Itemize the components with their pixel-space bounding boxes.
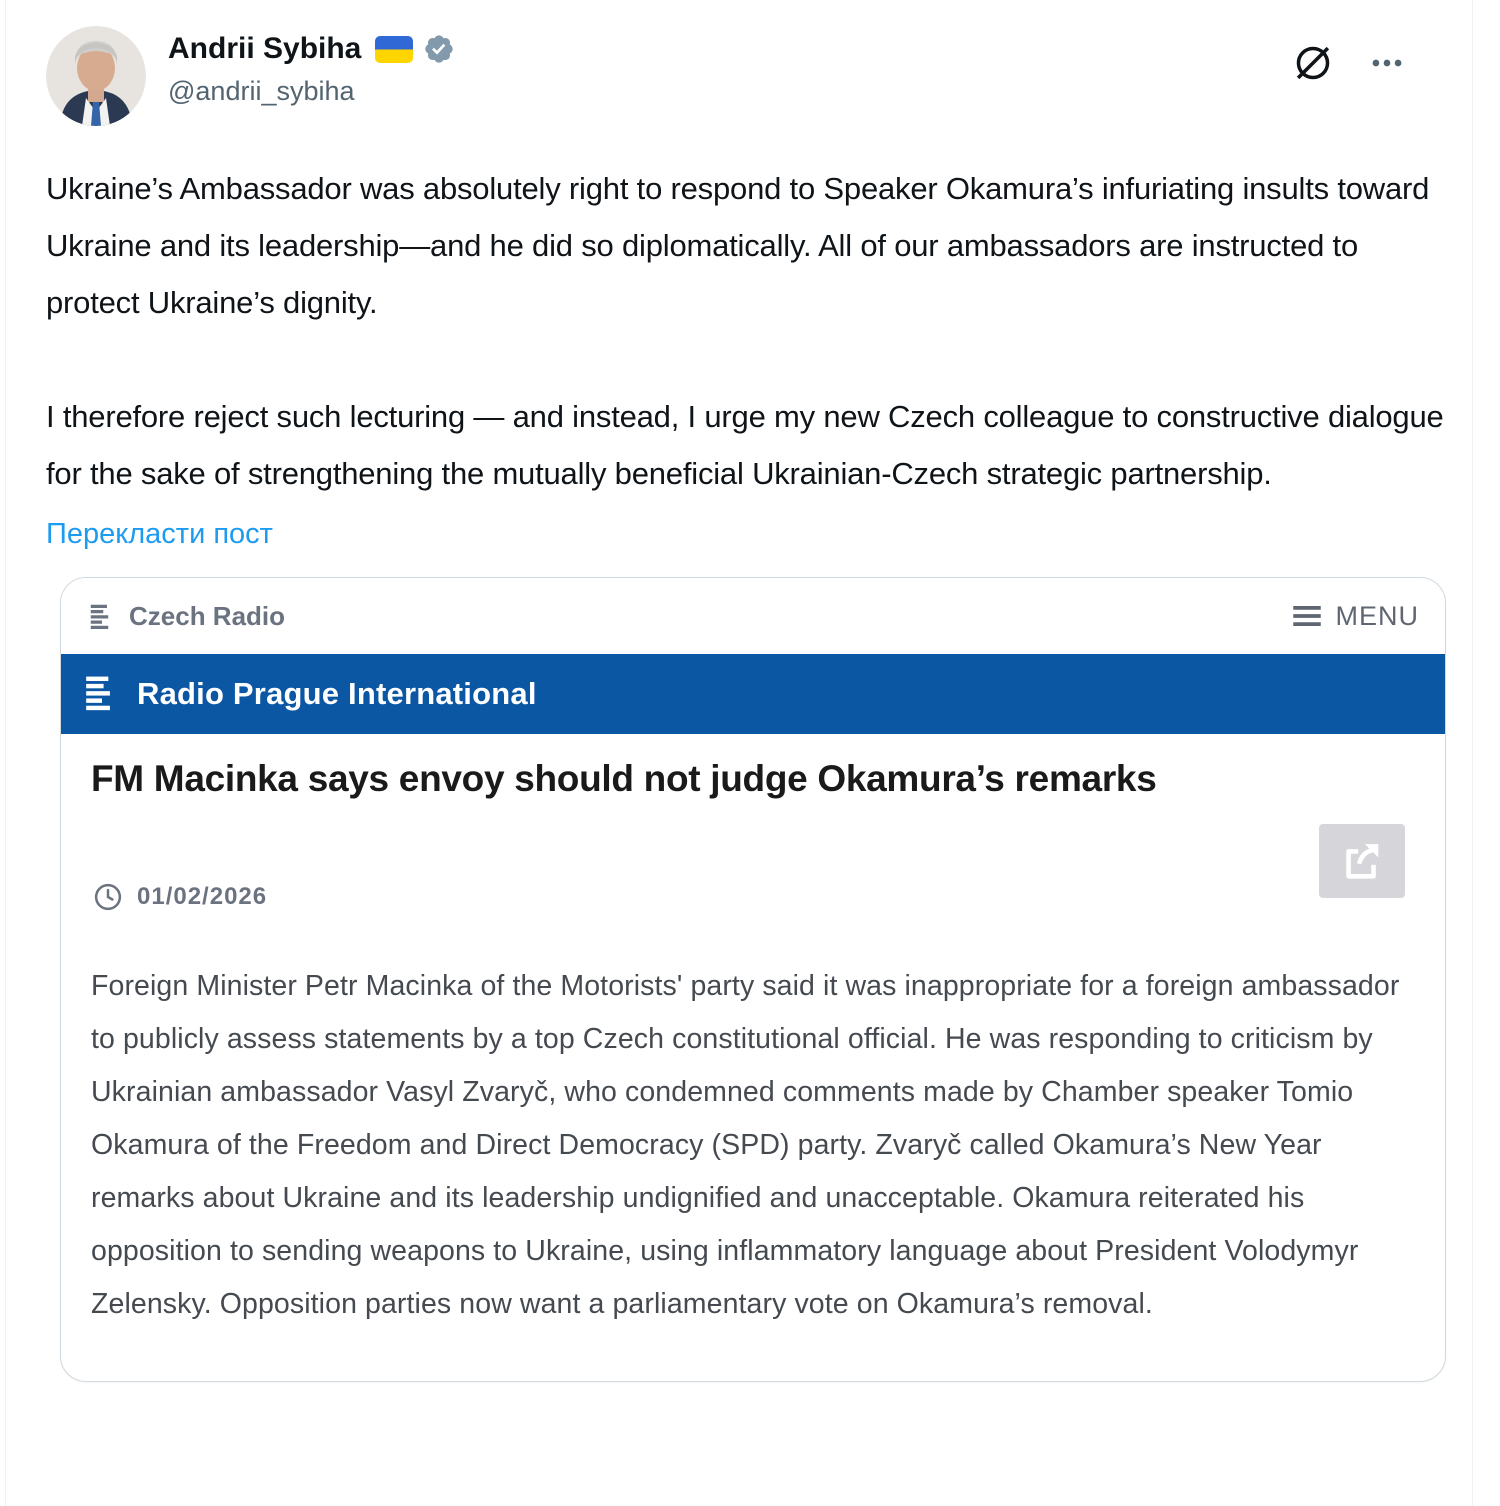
radio-prague-banner	[61, 654, 1445, 734]
tweet-post	[6, 0, 1472, 1382]
banner-title: Radio Prague International	[137, 676, 537, 711]
site-name: Czech Radio	[129, 600, 286, 631]
czech-radio-logo-white	[83, 673, 121, 715]
card-site-topbar	[61, 578, 1445, 654]
verified-badge-icon	[423, 33, 455, 65]
author-handle[interactable]: @andrii_sybiha	[168, 76, 355, 106]
grok-icon[interactable]	[1292, 42, 1334, 84]
menu-label: MENU	[1335, 600, 1419, 631]
author-name[interactable]: Andrii Sybiha	[168, 32, 362, 65]
tweet-body	[46, 160, 1446, 502]
more-menu-icon[interactable]	[1368, 44, 1406, 82]
article-meta	[91, 800, 1405, 912]
share-icon	[1339, 838, 1385, 884]
ukraine-flag-emoji	[375, 36, 413, 63]
czech-radio-logo	[87, 601, 117, 631]
timeline-column	[5, 0, 1473, 1506]
share-button[interactable]	[1319, 824, 1405, 898]
translate-post-link[interactable]: Перекласти пост	[46, 518, 273, 550]
article-date-row	[93, 882, 267, 912]
article-date: 01/02/2026	[137, 883, 268, 910]
clock-icon	[93, 882, 123, 912]
article-content	[61, 734, 1445, 1381]
tweet-header	[46, 26, 1434, 126]
site-brand[interactable]	[87, 601, 285, 632]
avatar-photo	[46, 26, 146, 126]
hamburger-menu-icon	[1292, 603, 1322, 629]
site-menu-button[interactable]	[1292, 601, 1420, 632]
tweet-header-actions	[1292, 26, 1434, 84]
tweet-paragraph: Ukraine’s Ambassador was absolutely right to respond to Speaker Okamura’s infuriating insults toward Ukraine and its leadership—and he did so diplomatically. All of our ambassadors are instructed to protect Ukraine’s dignity.	[46, 171, 1430, 320]
avatar[interactable]	[46, 26, 146, 126]
article-headline[interactable]: FM Macinka says envoy should not judge Okamura’s remarks	[91, 758, 1157, 799]
article-card[interactable]	[60, 577, 1446, 1382]
author-id-block	[168, 26, 455, 107]
tweet-paragraph: I therefore reject such lecturing — and instead, I urge my new Czech colleague to constructive dialogue for the sake of strengthening the mutually beneficial Ukrainian-Czech strategic partnership.	[46, 399, 1444, 491]
article-body: Foreign Minister Petr Macinka of the Motorists' party said it was inappropriate for a foreign ambassador to publicly assess statements by a top Czech constitutional official. He was responding to criticism by Ukrainian ambassador Vasyl Zvaryč, who condemned comments made by Chamber speaker Tomio Okamura of the Freedom and Direct Democracy (SPD) party. Zvaryč called Okamura’s New Year remarks about Ukraine and its leadership undignified and unacceptable. Okamura reiterated his opposition to sending weapons to Ukraine, using inflammatory language about President Volodymyr Zelensky. Opposition parties now want a parliamentary vote on Okamura’s removal.	[91, 970, 1400, 1320]
